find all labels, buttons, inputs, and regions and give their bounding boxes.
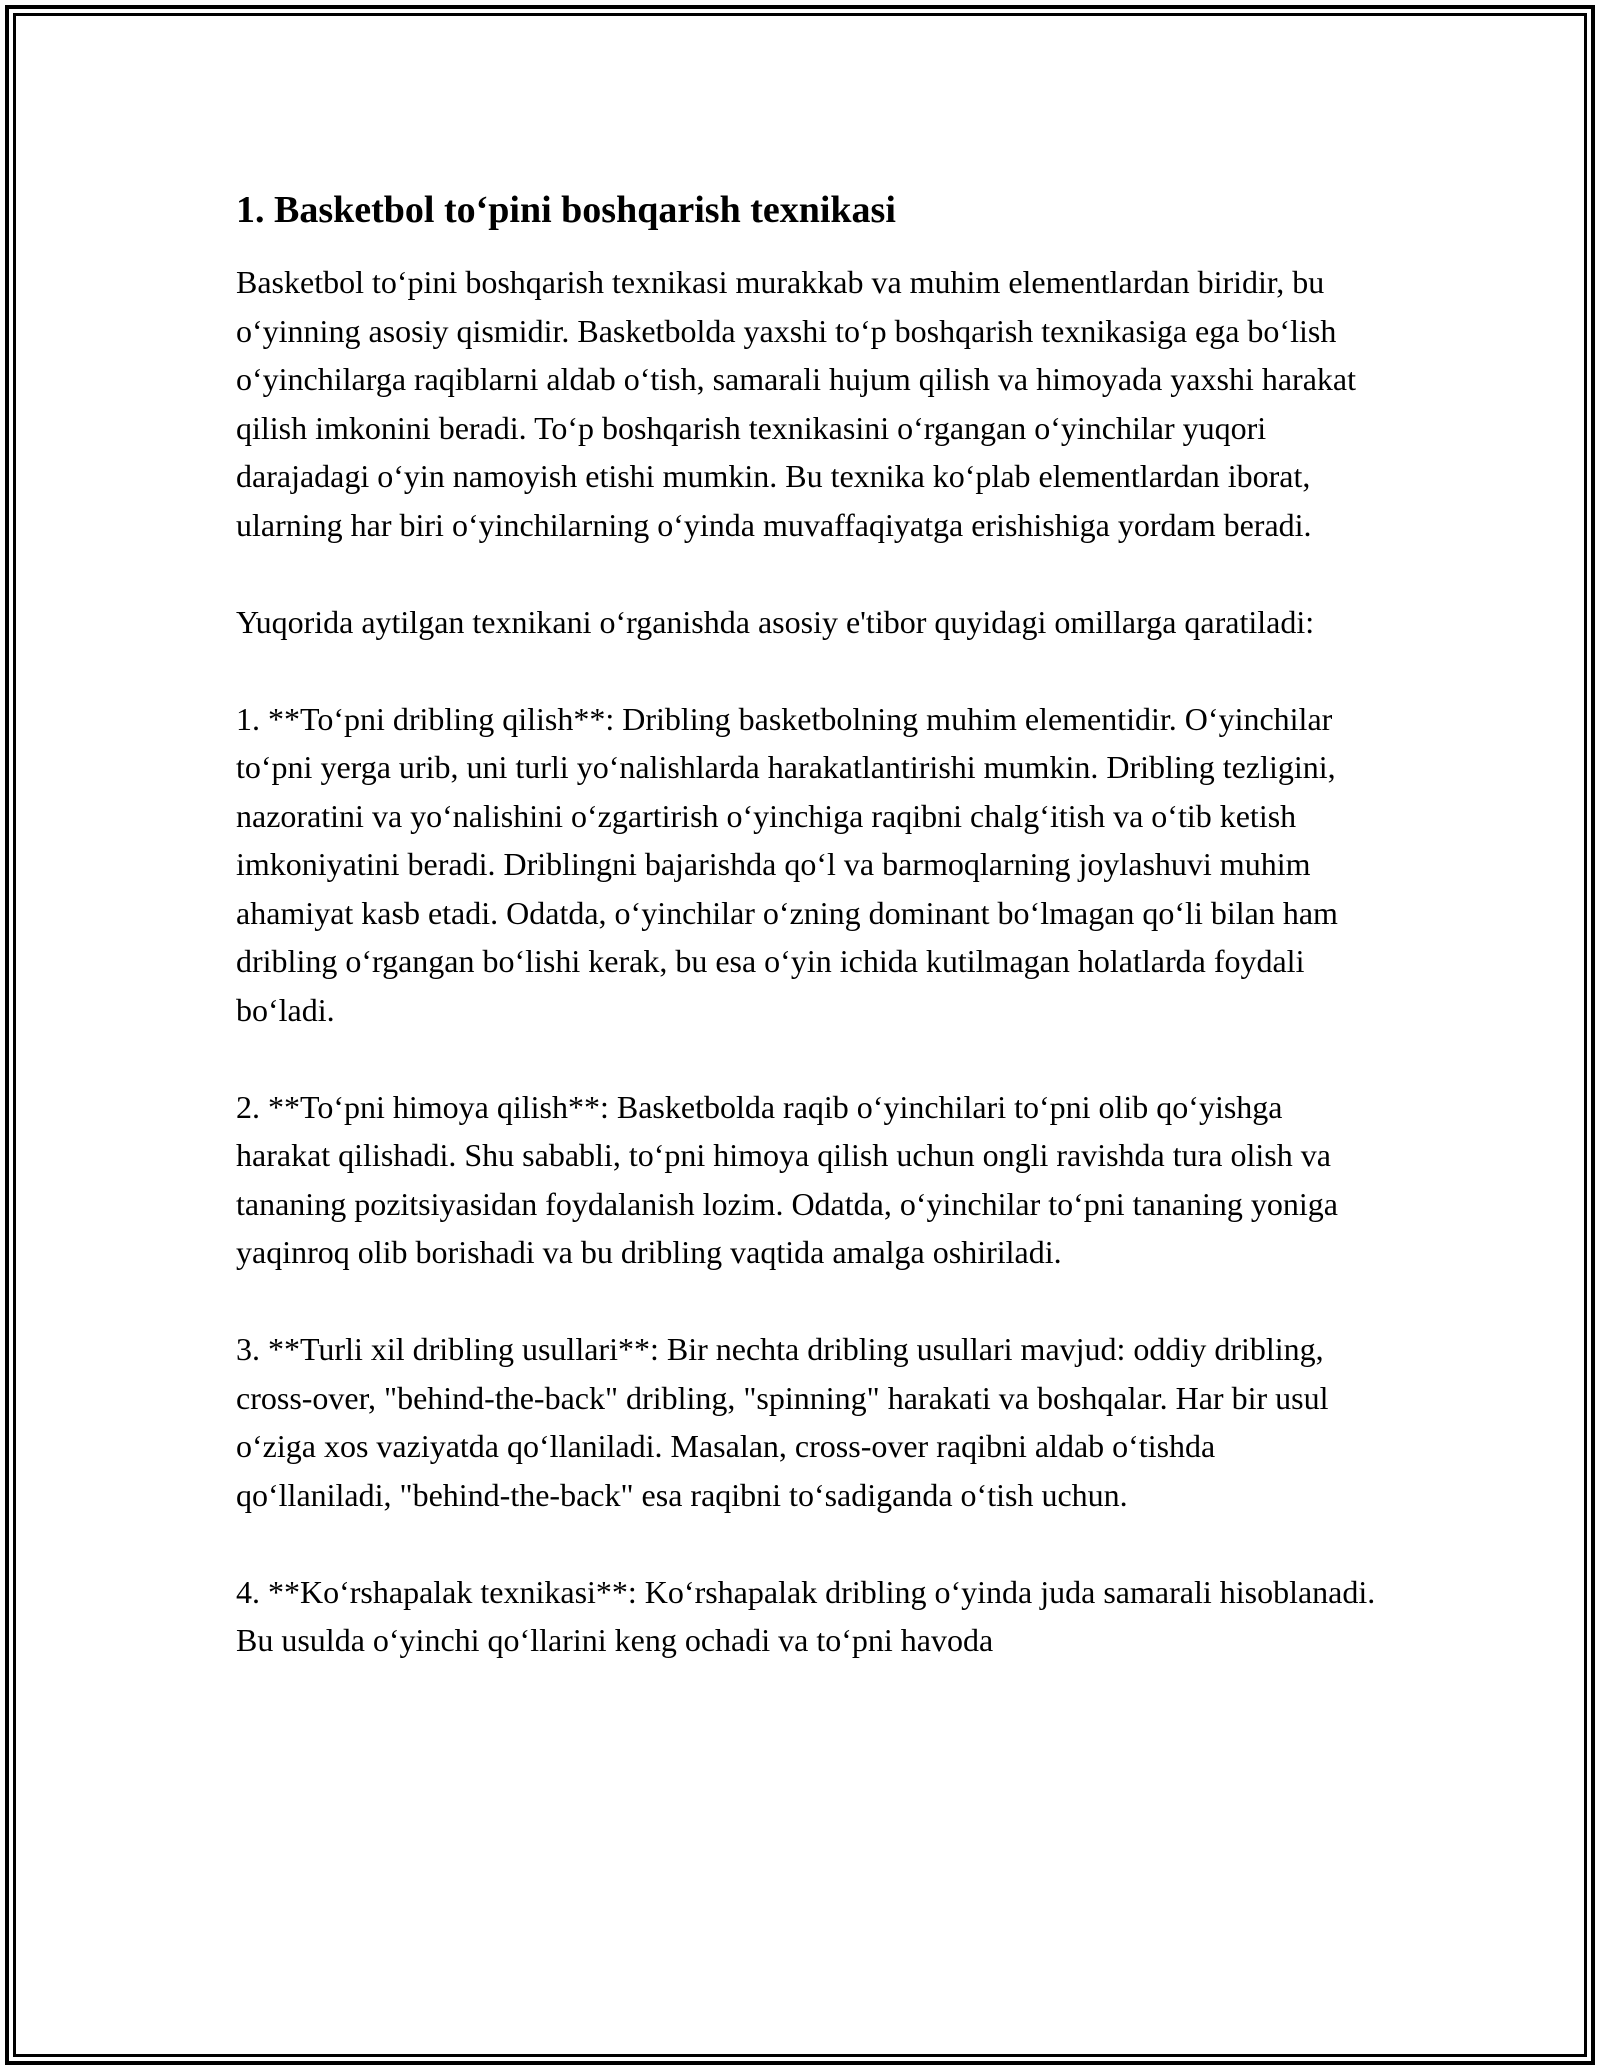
focus-paragraph: Yuqorida aytilgan texnikani o‘rganishda asosiy e'tibor quyidagi omillarga qaratiladi: xyxy=(236,603,1315,640)
paragraph-spacer xyxy=(236,1034,1376,1083)
paragraph-spacer xyxy=(236,1277,1376,1326)
list-item-ball-protection: 2. **To‘pni himoya qilish**: Basketbolda raqib o‘yinchilari to‘pni olib qo‘yishga harakat qilishadi. Shu sababli, to‘pni himoya qilish uchun ongli ravishda tura olish va tananing pozitsiyasidan foydalanish lozim. Odatda, o‘yinchilar to‘pni tananing yoniga yaqinroq olib borishadi va bu dribling vaqtida amalga oshiriladi. xyxy=(236,1088,1338,1270)
list-item-dribbling-methods: 3. **Turli xil dribling usullari**: Bir nechta dribling usullari mavjud: oddiy dribling, cross-over, "behind-the-back" dribling, "spinning" harakati va boshqalar. Har bir usul o‘ziga xos vaziyatda qo‘llaniladi. Masalan, cross-over raqibni aldab o‘tishda qo‘llaniladi, "behind-the-back" esa raqibni to‘sadiganda o‘tish uchun. xyxy=(236,1331,1329,1513)
paragraph-spacer xyxy=(236,646,1376,695)
intro-paragraph: Basketbol to‘pini boshqarish texnikasi murakkab va muhim elementlardan biridir, bu o‘yinning asosiy qismidir. Basketbolda yaxshi to‘p boshqarish texnikasiga ega bo‘lish o‘yinchilarga raqiblarni aldab o‘tish, samarali hujum qilish va himoyada yaxshi harakat qilish imkonini beradi. To‘p boshqarish texnikasini o‘rgangan o‘yinchilar yuqori darajadagi o‘yin namoyish etishi mumkin. Bu texnika ko‘plab elementlardan iborat, ularning har biri o‘yinchilarning o‘yinda muvaffaqiyatga erishishiga yordam beradi. xyxy=(236,264,1356,543)
document-body xyxy=(236,186,1376,1665)
paragraph-spacer xyxy=(236,549,1376,598)
list-item-dribbling: 1. **To‘pni dribling qilish**: Dribling basketbolning muhim elementidir. O‘yinchilar to‘pni yerga urib, uni turli yo‘nalishlarda harakatlantirishi mumkin. Dribling tezligini, nazoratini va yo‘nalishini o‘zgartirish o‘yinchiga raqibni chalg‘itish va o‘tib ketish imkoniyatini beradi. Driblingni bajarishda qo‘l va barmoqlarning joylashuvi muhim ahamiyat kasb etadi. Odatda, o‘yinchilar o‘zning dominant bo‘lmagan qo‘li bilan ham dribling o‘rgangan bo‘lishi kerak, bu esa o‘yin ichida kutilmagan holatlarda foydali bo‘ladi. xyxy=(236,700,1338,1028)
paragraph-spacer xyxy=(236,1519,1376,1568)
list-item-bat-technique: 4. **Ko‘rshapalak texnikasi**: Ko‘rshapalak dribling o‘yinda juda samarali hisoblanadi. Bu usulda o‘yinchi qo‘llarini keng ochadi va to‘pni havoda xyxy=(236,1573,1376,1658)
section-heading: 1. Basketbol to‘pini boshqarish texnikasi xyxy=(236,189,896,231)
